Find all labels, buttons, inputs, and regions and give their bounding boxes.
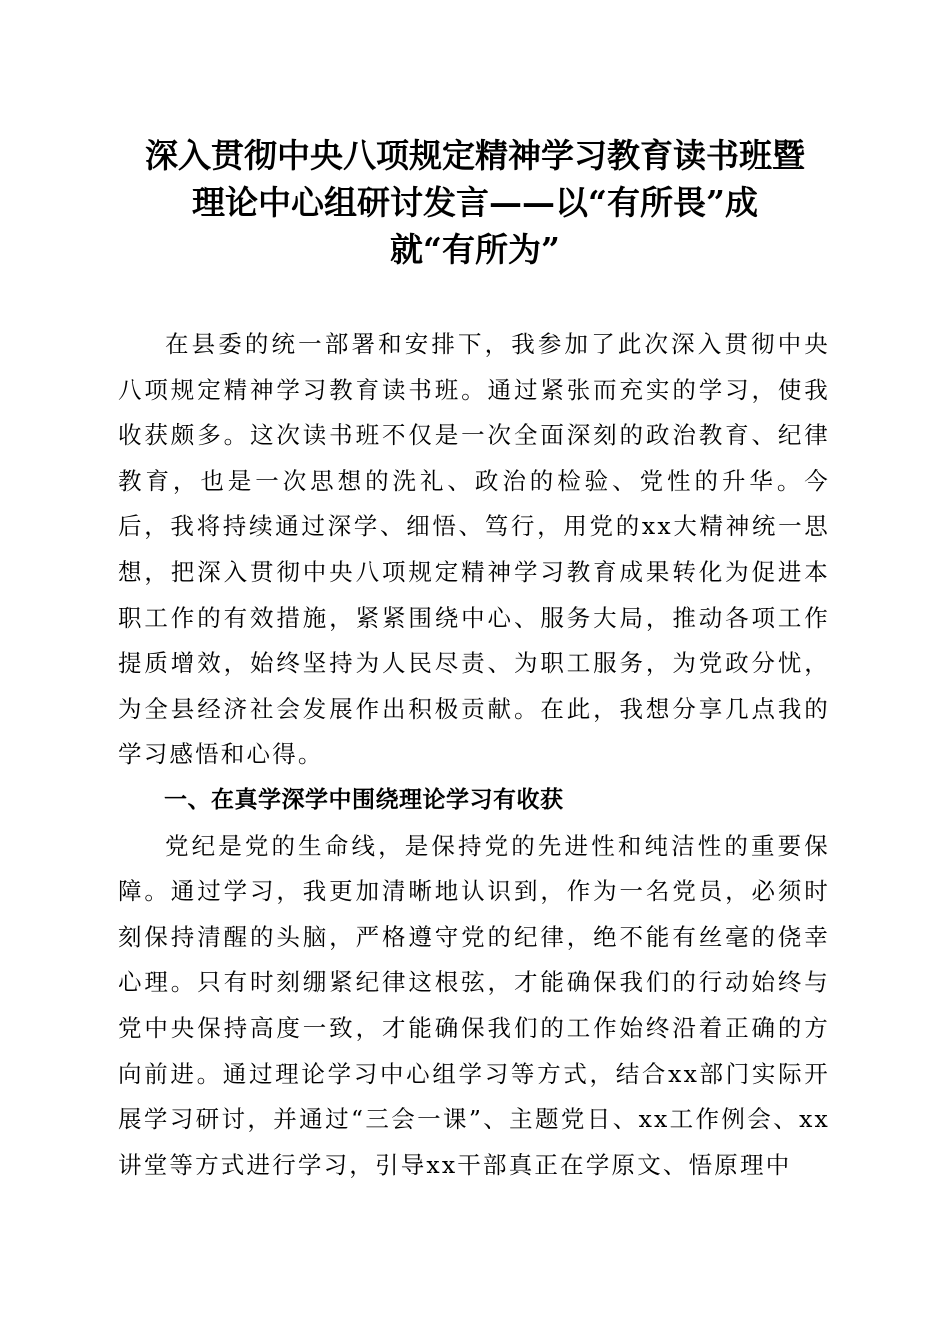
document-body <box>118 322 830 1188</box>
section-heading: 一、在真学深学中围绕理论学习有收获 <box>164 786 564 813</box>
intro-paragraph: 在县委的统一部署和安排下，我参加了此次深入贯彻中央八项规定精神学习教育读书班。通过紧张而充实的学习，使我收获颇多。这次读书班不仅是一次全面深刻的政治教育、纪律教育，也是一次思想的洗礼、政治的检验、党性的升华。今后，我将持续通过深学、细悟、笃行，用党的xx大精神统一思想，把深入贯彻中央八项规定精神学习教育成果转化为促进本职工作的有效措施，紧紧围绕中心、服务大局，推动各项工作提质增效，始终坚持为人民尽责、为职工服务，为党政分忧，为全县经济社会发展作出积极贡献。在此，我想分享几点我的学习感悟和心得。 <box>118 330 830 769</box>
title-line-2: 理论中心组研讨发言——以“有所畏”成 <box>192 183 758 222</box>
title-line-1: 深入贯彻中央八项规定精神学习教育读书班暨 <box>145 136 805 175</box>
title-line-3: 就“有所为” <box>390 230 560 269</box>
section-paragraph: 党纪是党的生命线，是保持党的先进性和纯洁性的重要保障。通过学习，我更加清晰地认识到，作为一名党员，必须时刻保持清醒的头脑，严格遵守党的纪律，绝不能有丝毫的侥幸心理。只有时刻绷紧纪律这根弦，才能确保我们的行动始终与党中央保持高度一致，才能确保我们的工作始终沿着正确的方向前进。通过理论学习中心组学习等方式，结合xx部门实际开展学习研讨，并通过“三会一课”、主题党日、xx工作例会、xx讲堂等方式进行学习，引导xx干部真正在学原文、悟原理中 <box>118 831 830 1179</box>
document-title <box>110 132 840 273</box>
